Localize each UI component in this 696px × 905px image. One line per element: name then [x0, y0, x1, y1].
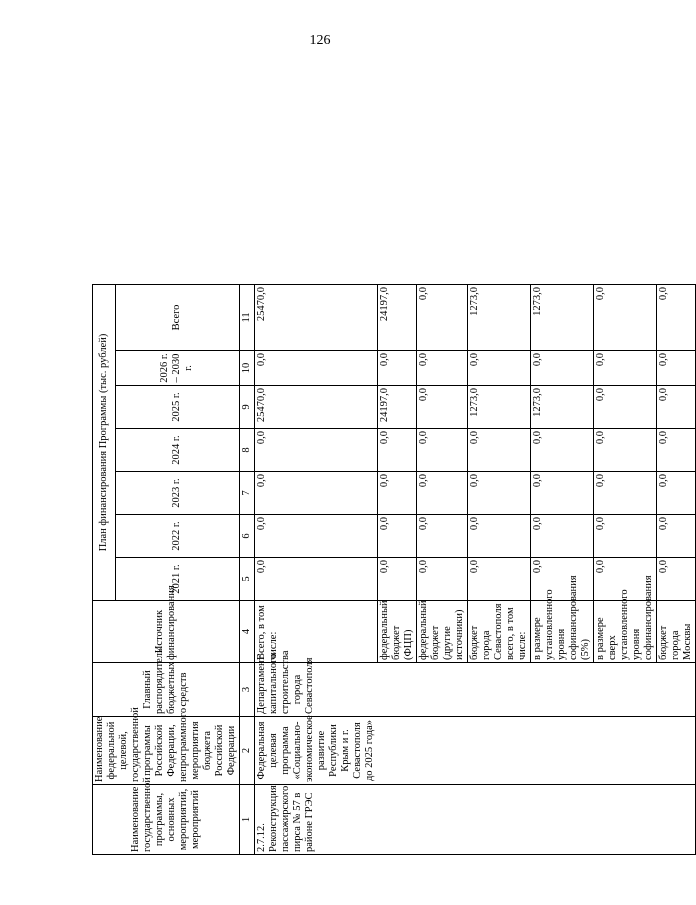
header-year-2024: 2024 г.: [115, 429, 239, 472]
value-cell: 1273,0: [467, 386, 530, 429]
source-name: Всего, в том числе:: [255, 601, 378, 663]
value-cell: 0,0: [255, 558, 378, 601]
value-cell: 0,0: [377, 558, 416, 601]
value-cell: 0,0: [467, 515, 530, 558]
merged-cell: [530, 717, 593, 785]
header-year-2026-2030: 2026 г. – 2030 г.: [115, 351, 239, 386]
distributor-name: Департамент капитального строительства города Севастополя: [255, 663, 378, 717]
value-cell: 0,0: [416, 472, 467, 515]
source-name: федеральный бюджет (другие источники): [416, 601, 467, 663]
value-cell: 0,0: [377, 429, 416, 472]
value-cell: 0,0: [255, 429, 378, 472]
col-number: 5: [240, 558, 255, 601]
header-year-2021: 2021 г.: [115, 558, 239, 601]
value-cell: 0,0: [656, 472, 695, 515]
value-cell: 25470,0: [255, 284, 378, 350]
merged-cell: [416, 785, 467, 855]
value-cell: 0,0: [593, 429, 656, 472]
merged-cell: [377, 717, 416, 785]
value-cell: 0,0: [530, 429, 593, 472]
merged-cell: [467, 663, 530, 717]
col-number: 3: [240, 663, 255, 717]
merged-cell: [416, 717, 467, 785]
value-cell: 0,0: [416, 284, 467, 350]
col-number: 1: [240, 785, 255, 855]
merged-cell: [593, 663, 656, 717]
merged-cell: [656, 717, 695, 785]
value-cell: 0,0: [255, 472, 378, 515]
value-cell: 0,0: [377, 515, 416, 558]
financing-table: [92, 284, 696, 855]
value-cell: 0,0: [467, 558, 530, 601]
value-cell: 24197,0: [377, 284, 416, 350]
header-source: Источник финансирования: [93, 601, 240, 663]
value-cell: 0,0: [656, 515, 695, 558]
merged-cell: [593, 785, 656, 855]
value-cell: 0,0: [593, 472, 656, 515]
merged-cell: [416, 663, 467, 717]
value-cell: 0,0: [593, 284, 656, 350]
col-number: 4: [240, 601, 255, 663]
measure-name: 2.7.12. Реконструкция пассажирского пирса № 57 в районе ГРЭС: [255, 785, 378, 855]
value-cell: 25470,0: [255, 386, 378, 429]
source-name: бюджет города Москвы: [656, 601, 695, 663]
col-number: 10: [240, 351, 255, 386]
value-cell: 0,0: [530, 515, 593, 558]
value-cell: 1273,0: [530, 284, 593, 350]
value-cell: 0,0: [530, 351, 593, 386]
federal-program-name: Федеральная целевая программа «Социально-экономическое развитие Республики Крым и г. Севастополя до 2025 года»: [255, 717, 378, 785]
value-cell: 0,0: [656, 386, 695, 429]
value-cell: 0,0: [255, 515, 378, 558]
col-number: 9: [240, 386, 255, 429]
value-cell: 0,0: [377, 351, 416, 386]
header-year-2025: 2025 г.: [115, 386, 239, 429]
value-cell: 0,0: [416, 515, 467, 558]
value-cell: 0,0: [593, 386, 656, 429]
value-cell: 1273,0: [467, 284, 530, 350]
col-number: 2: [240, 717, 255, 785]
value-cell: 0,0: [416, 429, 467, 472]
value-cell: 0,0: [656, 429, 695, 472]
value-cell: 0,0: [416, 351, 467, 386]
value-cell: 0,0: [377, 472, 416, 515]
merged-cell: [467, 717, 530, 785]
merged-cell: [656, 663, 695, 717]
rotated-table-container: [92, 285, 693, 855]
header-year-2022: 2022 г.: [115, 515, 239, 558]
merged-cell: [593, 717, 656, 785]
value-cell: 0,0: [416, 558, 467, 601]
header-plan: План финансирования Программы (тыс. рублей): [93, 284, 116, 600]
value-cell: 0,0: [593, 351, 656, 386]
value-cell: 0,0: [530, 558, 593, 601]
header-federal-program: Наименование федеральной целевой, государственной программы Российской Федерации, непрограммного мероприятия бюджета Российской Федерации: [93, 717, 240, 785]
col-number: 11: [240, 284, 255, 350]
value-cell: 0,0: [530, 472, 593, 515]
merged-cell: [377, 663, 416, 717]
col-number: 6: [240, 515, 255, 558]
source-name: федеральный бюджет (ФЦП): [377, 601, 416, 663]
merged-cell: [530, 785, 593, 855]
value-cell: 0,0: [255, 351, 378, 386]
value-cell: 0,0: [467, 429, 530, 472]
merged-cell: [530, 663, 593, 717]
header-total: Всего: [115, 284, 239, 350]
merged-cell: [467, 785, 530, 855]
source-name: бюджет города Севастополя всего, в том числе:: [467, 601, 530, 663]
value-cell: 0,0: [593, 515, 656, 558]
header-distributor: Главный распорядитель бюджетных средств: [93, 663, 240, 717]
page-number: 126: [309, 33, 331, 48]
value-cell: 0,0: [656, 351, 695, 386]
value-cell: 0,0: [467, 472, 530, 515]
source-name: в размере установленного уровня софинансирования (5%): [530, 601, 593, 663]
col-number: 8: [240, 429, 255, 472]
value-cell: 0,0: [467, 351, 530, 386]
value-cell: 24197,0: [377, 386, 416, 429]
header-program: Наименование государственной программы, основных мероприятий, мероприятий: [93, 785, 240, 855]
value-cell: 0,0: [416, 386, 467, 429]
value-cell: 0,0: [656, 558, 695, 601]
merged-cell: [377, 785, 416, 855]
value-cell: 1273,0: [530, 386, 593, 429]
header-year-2023: 2023 г.: [115, 472, 239, 515]
source-name: в размере сверх установленного уровня софинансирования: [593, 601, 656, 663]
value-cell: 0,0: [593, 558, 656, 601]
value-cell: 0,0: [656, 284, 695, 350]
merged-cell: [656, 785, 695, 855]
col-number: 7: [240, 472, 255, 515]
